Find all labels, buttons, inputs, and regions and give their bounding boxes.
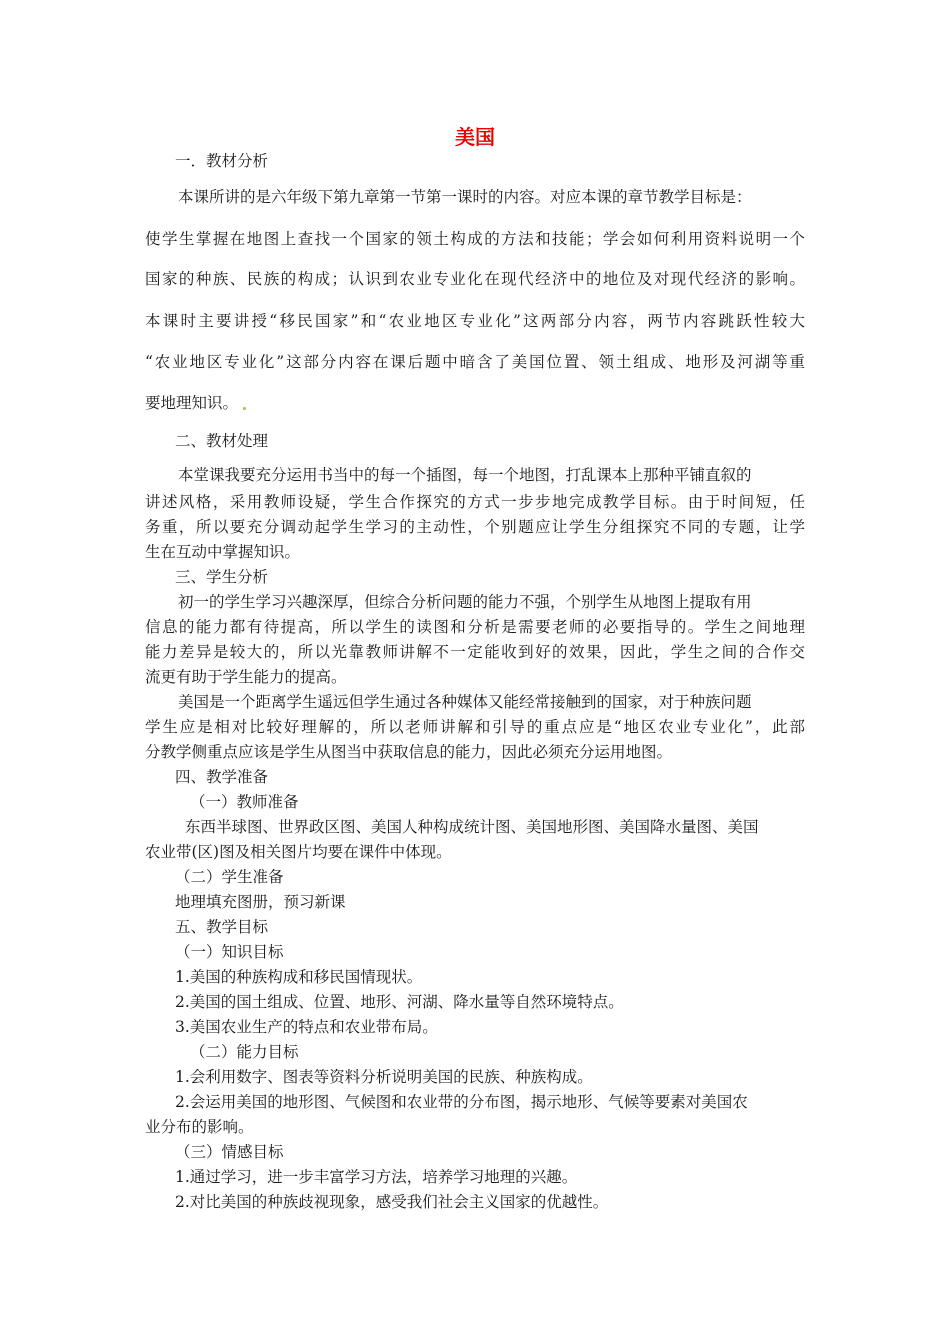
section-heading-3: 三、学生分析 xyxy=(175,568,269,586)
paragraph-line: “农业地区专业化”这部分内容在课后题中暗含了美国位置、领土组成、地形及河湖等重 xyxy=(145,353,805,371)
section-heading-4: 四、教学准备 xyxy=(175,768,269,786)
list-item: 1.会利用数字、图表等资料分析说明美国的民族、种族构成。 xyxy=(175,1068,593,1086)
paragraph-line: 生在互动中掌握知识。 xyxy=(145,543,301,561)
subsection-heading: （二）学生准备 xyxy=(175,868,284,886)
subsection-heading: （三）情感目标 xyxy=(175,1143,284,1161)
paragraph-line: 讲述风格，采用教师设疑，学生合作探究的方式一步步地完成教学目标。由于时间短，任 xyxy=(145,493,805,511)
paragraph-line: 流更有助于学生能力的提高。 xyxy=(145,668,347,686)
paragraph-line: 东西半球图、世界政区图、美国人种构成统计图、美国地形图、美国降水量图、美国 xyxy=(185,818,759,836)
paragraph-line: 地理填充图册，预习新课 xyxy=(175,893,346,911)
section-heading-1: 一．教材分析 xyxy=(175,152,269,170)
list-item: 2.对比美国的种族歧视现象，感受我们社会主义国家的优越性。 xyxy=(175,1193,609,1211)
paragraph-line: 务重，所以要充分调动起学生学习的主动性，个别题应让学生分组探究不同的专题，让学 xyxy=(145,518,805,536)
paragraph-line: 美国是一个距离学生遥远但学生通过各种媒体又能经常接触到的国家，对于种族问题 xyxy=(178,693,752,711)
subsection-heading: （一）知识目标 xyxy=(175,943,284,961)
paragraph-line: 本堂课我要充分运用书当中的每一个插图，每一个地图，打乱课本上那种平铺直叙的 xyxy=(178,466,752,484)
document-title: 美国 xyxy=(455,125,495,149)
paragraph-line-last xyxy=(145,392,246,414)
section-heading-2: 二、教材处理 xyxy=(175,432,269,450)
paragraph-line: 国家的种族、民族的构成；认识到农业专业化在现代经济中的地位及对现代经济的影响。 xyxy=(145,270,805,288)
list-item: 1.美国的种族构成和移民国情现状。 xyxy=(175,968,423,986)
paragraph-line: 信息的能力都有待提高，所以学生的读图和分析是需要老师的必要指导的。学生之间地理 xyxy=(145,618,805,636)
paragraph-line: 能力差异是较大的，所以光靠教师讲解不一定能收到好的效果，因此，学生之间的合作交 xyxy=(145,643,805,661)
section-heading-5: 五、教学目标 xyxy=(175,918,269,936)
paragraph-line: 学生应是相对比较好理解的，所以老师讲解和引导的重点应是“地区农业专业化”，此部 xyxy=(145,718,805,736)
paragraph-line: 使学生掌握在地图上查找一个国家的领土构成的方法和技能；学会如何利用资料说明一个 xyxy=(145,230,805,248)
paragraph-line: 分教学侧重点应该是学生从图当中获取信息的能力，因此必须充分运用地图。 xyxy=(145,743,673,761)
list-item: 2.美国的国土组成、位置、地形、河湖、降水量等自然环境特点。 xyxy=(175,993,624,1011)
list-item-continuation: 业分布的影响。 xyxy=(145,1118,254,1136)
paragraph-line-text: 要地理知识。 xyxy=(145,394,239,412)
subsection-heading: （一）教师准备 xyxy=(190,793,299,811)
paragraph-line: 农业带(区)图及相关图片均要在课件中体现。 xyxy=(145,843,452,861)
subsection-heading: （二）能力目标 xyxy=(190,1043,299,1061)
paragraph-line: 本课所讲的是六年级下第九章第一节第一课时的内容。对应本课的章节教学目标是： xyxy=(178,188,752,206)
list-item: 1.通过学习，进一步丰富学习方法，培养学习地理的兴趣。 xyxy=(175,1168,578,1186)
paragraph-line: 初一的学生学习兴趣深厚，但综合分析问题的能力不强，个别学生从地图上提取有用 xyxy=(178,593,752,611)
paragraph-line: 本课时主要讲授“移民国家”和“农业地区专业化”这两部分内容，两节内容跳跃性较大 xyxy=(145,312,805,330)
ink-speck xyxy=(243,407,246,410)
list-item: 3.美国农业生产的特点和农业带布局。 xyxy=(175,1018,438,1036)
list-item: 2.会运用美国的地形图、气候图和农业带的分布图，揭示地形、气候等要素对美国农 xyxy=(175,1093,748,1111)
